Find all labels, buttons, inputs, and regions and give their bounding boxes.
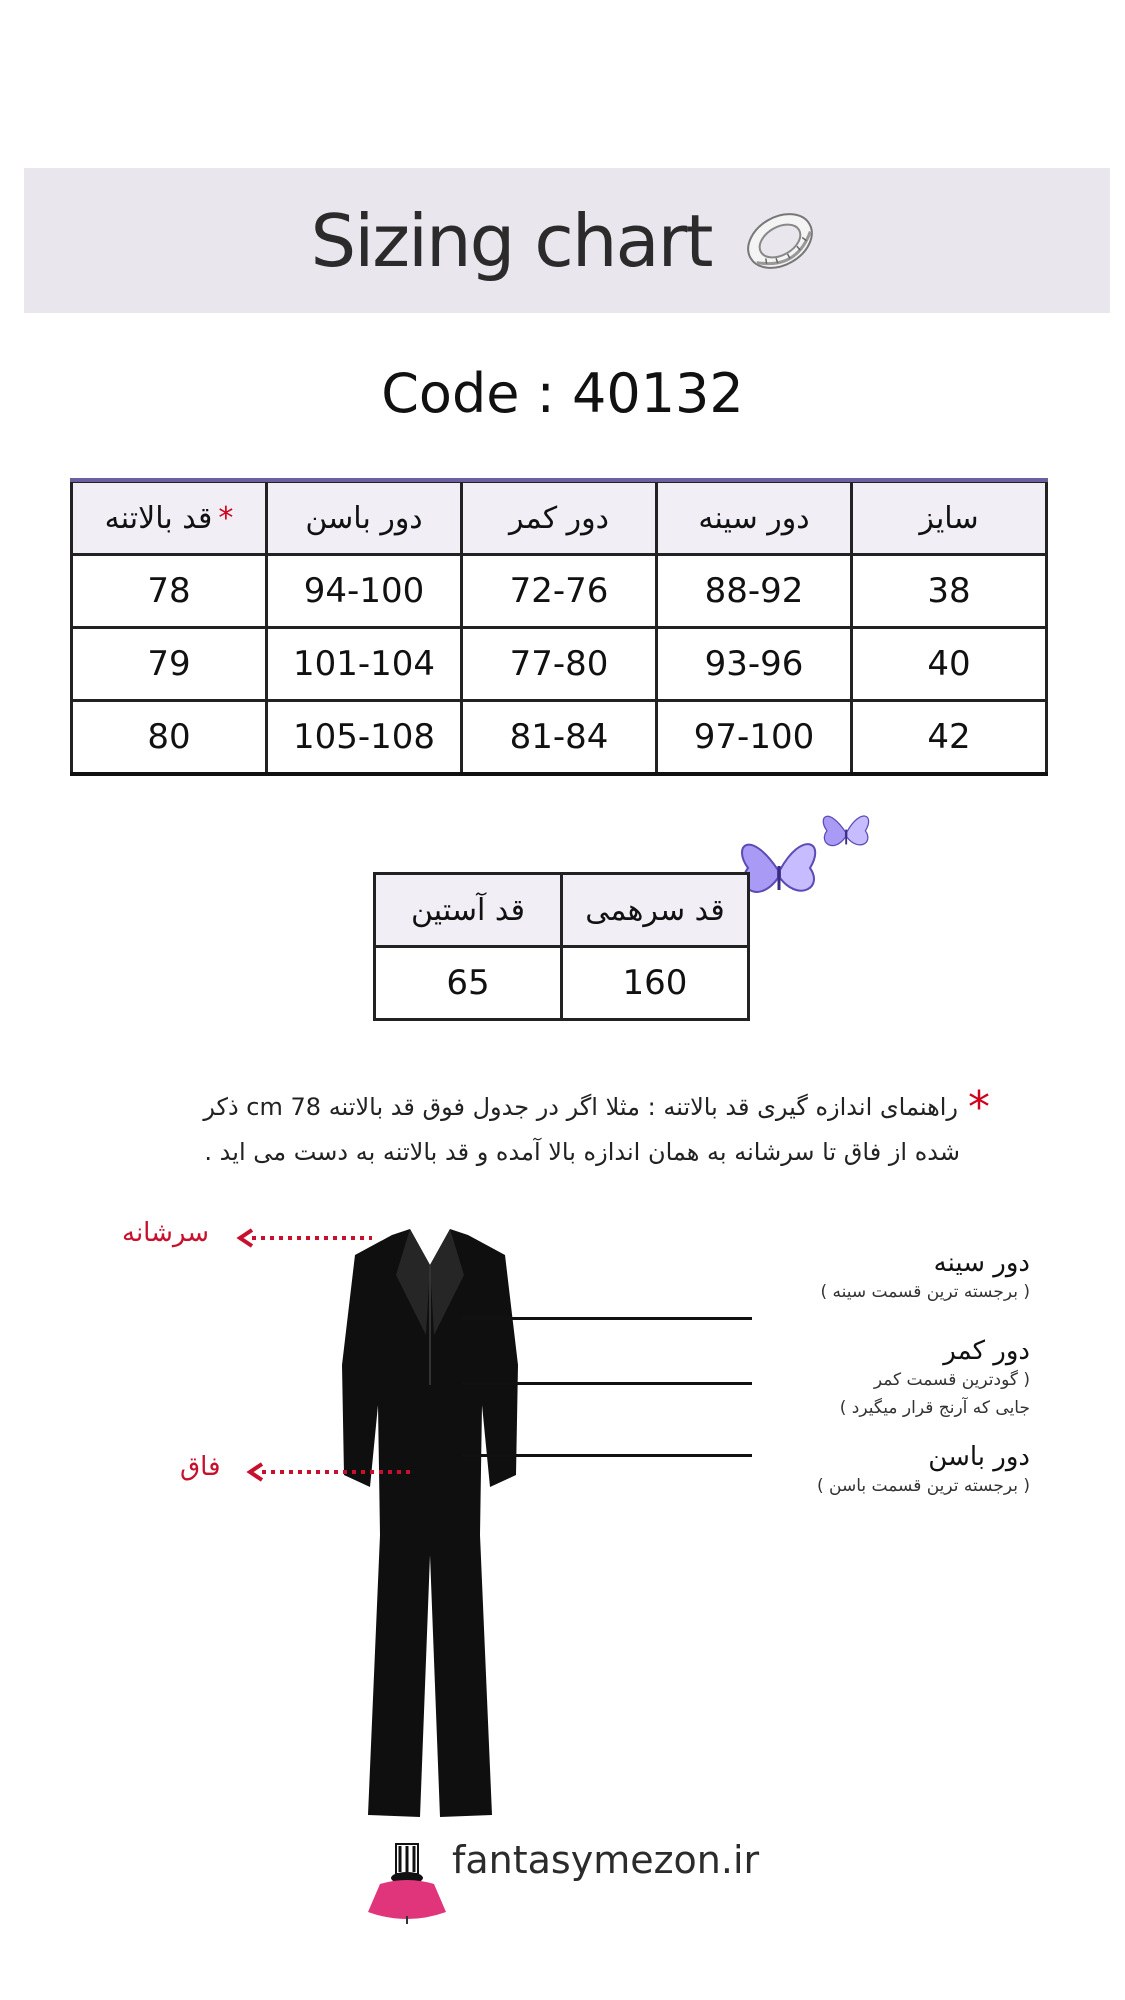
header-jumpsuit-length: قد سرهمی — [562, 874, 749, 947]
header-sleeve-length: قد آستین — [375, 874, 562, 947]
asterisk-marker: * — [218, 500, 234, 536]
cell-waist: 77-80 — [462, 628, 657, 701]
cell-hip: 101-104 — [267, 628, 462, 701]
measuring-tape-icon — [737, 204, 823, 278]
cell-torso-length: 80 — [72, 701, 267, 775]
cell-size: 40 — [852, 628, 1047, 701]
page-title: Sizing chart — [310, 198, 712, 283]
table-row — [72, 701, 1047, 775]
chest-title: دور سینه — [933, 1248, 1030, 1278]
waist-sub-2: جایی که آرنج قرار میگیرد ) — [839, 1398, 1030, 1418]
hip-guide — [700, 1442, 1030, 1500]
note-text-1: راهنمای اندازه گیری قد بالاتنه : مثلا اگر در جدول فوق قد بالاتنه 78 cm ذکر — [203, 1093, 958, 1121]
size-table — [70, 480, 1048, 776]
waist-guide — [700, 1336, 1030, 1422]
header-torso-length — [72, 482, 267, 555]
waist-sub-1: ( گودترین قسمت کمر — [873, 1370, 1030, 1390]
cell-jumpsuit-length: 160 — [562, 947, 749, 1020]
cell-torso-length: 78 — [72, 555, 267, 628]
cell-waist: 72-76 — [462, 555, 657, 628]
cell-waist: 81-84 — [462, 701, 657, 775]
butterfly-icon — [730, 800, 880, 910]
table-row — [72, 555, 1047, 628]
cell-chest: 93-96 — [657, 628, 852, 701]
cell-hip: 105-108 — [267, 701, 462, 775]
shoulder-arrow — [236, 1226, 376, 1250]
cell-size: 42 — [852, 701, 1047, 775]
header-banner — [24, 168, 1110, 313]
website-url: fantasymezon.ir — [452, 1838, 760, 1882]
cell-chest: 88-92 — [657, 555, 852, 628]
length-table — [373, 872, 750, 1021]
jumpsuit-illustration — [330, 1225, 530, 1825]
note-text-2: شده از فاق تا سرشانه به همان اندازه بالا آمده و قد بالاتنه به دست می اید . — [204, 1138, 960, 1166]
header-size: سایز — [852, 482, 1047, 555]
measurement-note — [110, 1082, 990, 1174]
cell-size: 38 — [852, 555, 1047, 628]
table-row — [375, 947, 749, 1020]
cell-sleeve-length: 65 — [375, 947, 562, 1020]
header-waist: دور کمر — [462, 482, 657, 555]
product-code: Code : 40132 — [381, 362, 744, 425]
header-hip: دور باسن — [267, 482, 462, 555]
hip-title: دور باسن — [928, 1442, 1030, 1472]
note-line-1 — [110, 1082, 990, 1133]
hip-sub: ( برجسته ترین قسمت باسن ) — [816, 1476, 1030, 1496]
banner-title-row — [24, 168, 1110, 313]
shoulder-label: سرشانه — [122, 1218, 210, 1248]
header-chest: دور سینه — [657, 482, 852, 555]
table-row — [72, 628, 1047, 701]
length-table-header-row — [375, 874, 749, 947]
crotch-arrow — [246, 1460, 416, 1484]
chest-guide — [700, 1248, 1030, 1306]
cell-hip: 94-100 — [267, 555, 462, 628]
chest-guide-line — [462, 1317, 752, 1320]
waist-title: دور کمر — [943, 1336, 1030, 1366]
note-asterisk: * — [968, 1082, 990, 1133]
crotch-label: فاق — [180, 1452, 221, 1482]
brand-logo-icon — [362, 1840, 452, 1924]
cell-torso-length: 79 — [72, 628, 267, 701]
size-table-header-row — [72, 482, 1047, 555]
torso-length-label: قد بالاتنه — [104, 500, 213, 536]
cell-chest: 97-100 — [657, 701, 852, 775]
chest-sub: ( برجسته ترین قسمت سینه ) — [820, 1282, 1030, 1302]
table-accent-line — [70, 478, 1048, 482]
